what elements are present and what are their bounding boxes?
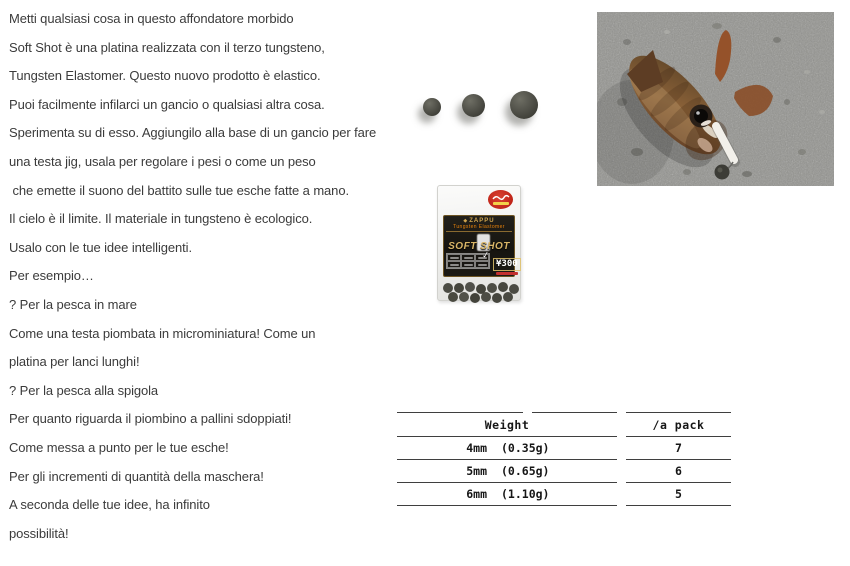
weight-value: (1.10g) [501,487,550,501]
description-line: Per quanto riguarda il piombino a pallini sdoppiati! [9,411,292,427]
pellet-photo-large [510,91,538,119]
sticker-squiggle-icon [492,194,510,201]
weight-value: (0.65g) [501,464,550,478]
label-spec-grid [446,249,491,269]
description-line: una testa jig, usala per regolare i pesi o come un peso [9,153,316,169]
price-box [493,253,521,275]
description-line: Sperimenta su di esso. Aggiungilo alla base di un gancio per fare [9,125,377,141]
description-line: Il cielo è il limite. Il materiale in tungsteno è ecologico. [9,211,313,227]
label-subtitle: Tungsten Elastomer [446,224,512,232]
fish-eye [690,105,713,128]
description-line: Usalo con le tue idee intelligenti. [9,239,192,255]
description-line: che emette il suono del battito sulle tue esche fatte a mano. [9,182,349,198]
description-line: Tungsten Elastomer. Questo nuovo prodotto è elastico. [9,68,321,84]
tax-note-smudge [496,272,518,275]
package-photo [437,185,521,301]
description-line: Metti qualsiasi cosa in questo affondatore morbido [9,11,294,26]
pack-header: /a pack [626,413,731,437]
product-name-row [446,236,512,252]
description-line: possibilità! [9,525,69,541]
size-value: 6mm [466,487,487,501]
table-row [397,437,731,460]
description-line: Per esempio… [9,268,94,284]
description-line: Come una testa piombata in microminiatura! Come un [9,325,316,341]
check-icon: ✓ [481,249,491,261]
description-line: Come messa a punto per le tue esche! [9,439,229,455]
pack-value: 6 [626,460,731,483]
soft-shot-ball [715,165,730,180]
table-row [397,483,731,506]
weight-value: (0.35g) [501,441,550,455]
description-line: ? Per la pesca in mare [9,296,137,312]
description-line: A seconda delle tue idee, ha infinito [9,497,210,513]
brand-name: ZAPPU [469,218,495,224]
description-line: Per gli incrementi di quantità della maschera! [9,468,264,484]
size-value: 5mm [466,464,487,478]
pellets-in-bag [443,283,453,293]
product-name: SOFT SHOT [448,241,510,252]
size-value: 4mm [466,441,487,455]
fish-photo [597,12,834,186]
sticker-strip [493,202,509,205]
zappu-diamond-icon: ◆ [463,217,468,224]
price: ¥300 [493,258,521,271]
description-line: ? Per la pesca alla spigola [9,382,159,398]
spec-table [388,412,740,506]
description-line: Soft Shot è una platina realizzata con il terzo tungsteno, [9,39,325,55]
red-oval-sticker-icon [488,190,513,209]
description-line: platina per lanci lunghi! [9,354,140,370]
label-bottom [446,249,518,275]
pack-value: 7 [626,437,731,460]
pellet-photo-medium [462,94,485,117]
pack-value: 5 [626,483,731,506]
table-row [397,460,731,483]
pellet-photo-small [423,98,441,116]
description-line: Puoi facilmente infilarci un gancio o qualsiasi altra cosa. [9,96,325,112]
product-description [9,5,409,548]
weight-header: Weight [397,413,617,437]
package-label [443,215,518,277]
